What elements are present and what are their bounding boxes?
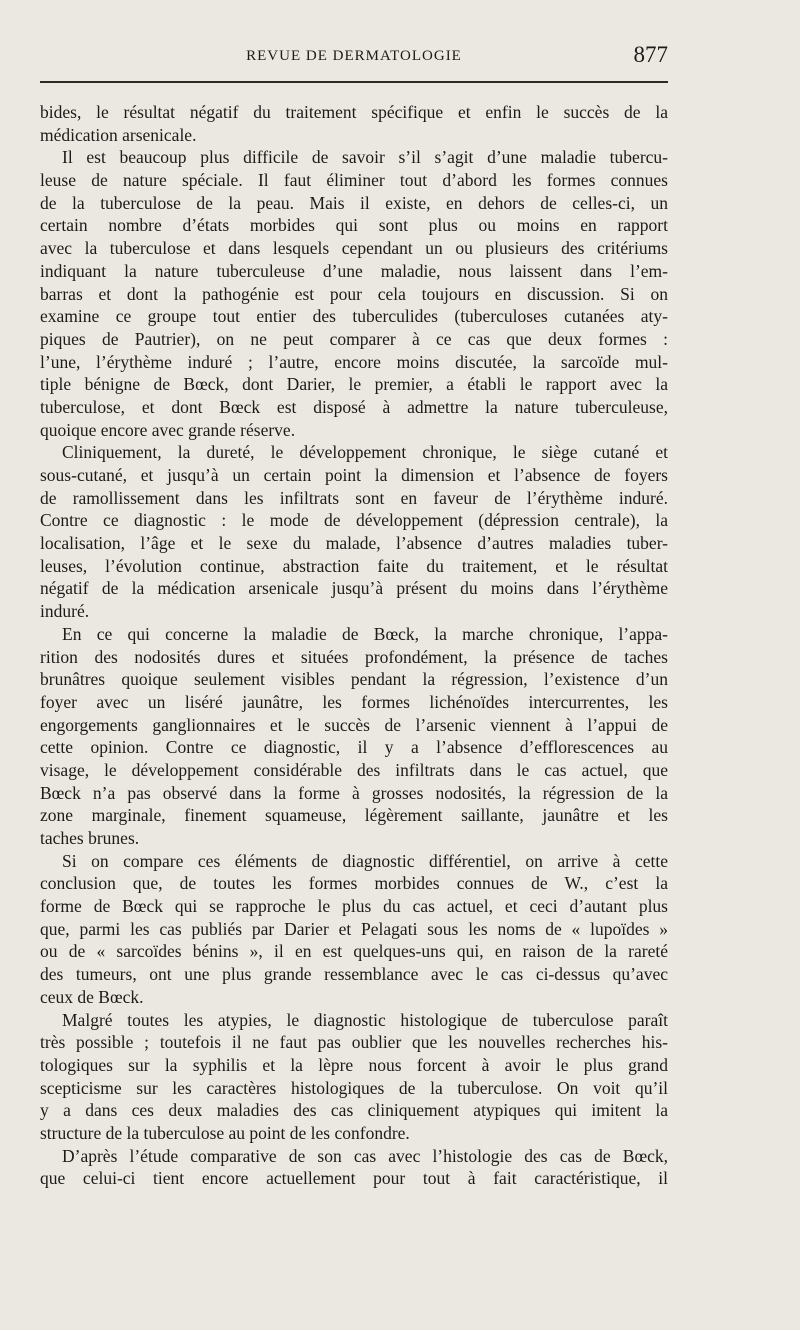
text-line: y a dans ces deux maladies des cas cliniquement atypiques qui imitent la: [40, 1100, 668, 1121]
text-line: de ramollissement dans les infiltrats sont en faveur de l’érythème induré.: [40, 487, 668, 508]
text-line: cette opinion. Contre ce diagnostic, il y a l’absence d’efflorescences au: [40, 737, 668, 758]
text-line: Malgré toutes les atypies, le diagnostic histologique de tuberculose paraît: [62, 1009, 668, 1030]
text-line: Bœck n’a pas observé dans la forme à grosses nodosités, la régression de la: [40, 782, 668, 803]
text-line: foyer avec un liséré jaunâtre, les formes lichénoïdes intercurrentes, les: [40, 691, 668, 712]
text-line: ceux de Bœck.: [40, 986, 144, 1007]
text-line: des tumeurs, ont une plus grande ressemblance avec le cas ci-dessus qu’avec: [40, 964, 668, 985]
text-line: tiple bénigne de Bœck, dont Darier, le premier, a établi le rapport avec la: [40, 374, 668, 395]
text-line: induré.: [40, 601, 90, 622]
text-line: leuse de nature spéciale. Il faut éliminer tout d’abord les formes connues: [40, 170, 668, 191]
body-text: [40, 101, 668, 1190]
text-line: Cliniquement, la dureté, le développement chronique, le siège cutané et: [62, 442, 668, 463]
text-line: leuses, l’évolution continue, abstraction faite du traitement, et le résultat: [40, 555, 668, 576]
text-line: que, parmi les cas publiés par Darier et Pelagati sous les noms de « lupoïdes »: [40, 918, 668, 939]
text-line: Il est beaucoup plus difficile de savoir s’il s’agit d’une maladie tubercu-: [62, 147, 668, 168]
text-line: localisation, l’âge et le sexe du malade, l’absence d’autres maladies tuber-: [40, 533, 668, 554]
text-line: En ce qui concerne la maladie de Bœck, la marche chronique, l’appa-: [62, 623, 668, 644]
page-number: 877: [633, 42, 668, 67]
text-line: rition des nodosités dures et situées profondément, la présence de taches: [40, 646, 668, 667]
text-line: certain nombre d’états morbides qui sont plus ou moins en rapport: [40, 215, 668, 236]
text-line: brunâtres quoique seulement visibles pendant la régression, l’existence d’un: [40, 669, 668, 690]
text-line: tologiques sur la syphilis et la lèpre nous forcent à avoir le plus grand: [40, 1054, 668, 1075]
text-line: D’après l’étude comparative de son cas avec l’histologie des cas de Bœck,: [62, 1145, 668, 1166]
text-line: structure de la tuberculose au point de les confondre.: [40, 1122, 410, 1143]
text-line: zone marginale, finement squameuse, légèrement saillante, jaunâtre et les: [40, 805, 668, 826]
text-line: négatif de la médication arsenicale jusqu’à présent du moins dans l’érythème: [40, 578, 668, 599]
page-header: [40, 42, 668, 72]
text-line: indiquant la nature tuberculeuse d’une maladie, nous laissent dans l’em-: [40, 260, 668, 281]
running-title: REVUE DE DERMATOLOGIE: [246, 48, 462, 64]
text-line: ou de « sarcoïdes bénins », il en est quelques-uns qui, en raison de la rareté: [40, 941, 668, 962]
text-line: piques de Pautrier), on ne peut comparer à ce cas que deux formes :: [40, 328, 668, 349]
text-line: tuberculose, et dont Bœck est disposé à admettre la nature tuberculeuse,: [40, 396, 668, 417]
text-line: avec la tuberculose et dans lesquels cependant un ou plusieurs des critériums: [40, 238, 668, 259]
header-rule: [40, 81, 668, 83]
text-line: Si on compare ces éléments de diagnostic différentiel, on arrive à cette: [62, 850, 668, 871]
text-line: sous-cutané, et jusqu’à un certain point la dimension et l’absence de foyers: [40, 465, 668, 485]
text-line: médication arsenicale.: [40, 124, 197, 145]
text-line: très possible ; toutefois il ne faut pas oublier que les nouvelles recherches his-: [40, 1032, 668, 1053]
text-line: barras et dont la pathogénie est pour cela toujours en discussion. Si on: [40, 283, 668, 304]
text-line: que celui-ci tient encore actuellement pour tout à fait caractéristique, il: [40, 1168, 668, 1189]
text-line: l’une, l’érythème induré ; l’autre, encore moins discutée, la sarcoïde mul-: [40, 351, 668, 372]
text-line: conclusion que, de toutes les formes morbides connues de W., c’est la: [40, 873, 668, 894]
text-line: forme de Bœck qui se rapproche le plus du cas actuel, et ceci d’autant plus: [40, 896, 668, 917]
text-line: engorgements ganglionnaires et le succès de l’arsenic viennent à l’appui de: [40, 714, 668, 735]
text-line: taches brunes.: [40, 828, 140, 848]
text-line: scepticisme sur les caractères histologiques de la tuberculose. On voit qu’il: [40, 1077, 668, 1098]
text-line: examine ce groupe tout entier des tuberculides (tuberculoses cutanées aty-: [40, 306, 668, 327]
text-line: bides, le résultat négatif du traitement spécifique et enfin le succès de la: [40, 102, 668, 122]
text-line: visage, le développement considérable des infiltrats dans le cas actuel, que: [40, 759, 668, 780]
text-line: Contre ce diagnostic : le mode de développement (dépression centrale), la: [40, 510, 668, 531]
text-line: quoique encore avec grande réserve.: [40, 419, 296, 440]
text-line: de la tuberculose de la peau. Mais il existe, en dehors de celles-ci, un: [40, 192, 668, 213]
